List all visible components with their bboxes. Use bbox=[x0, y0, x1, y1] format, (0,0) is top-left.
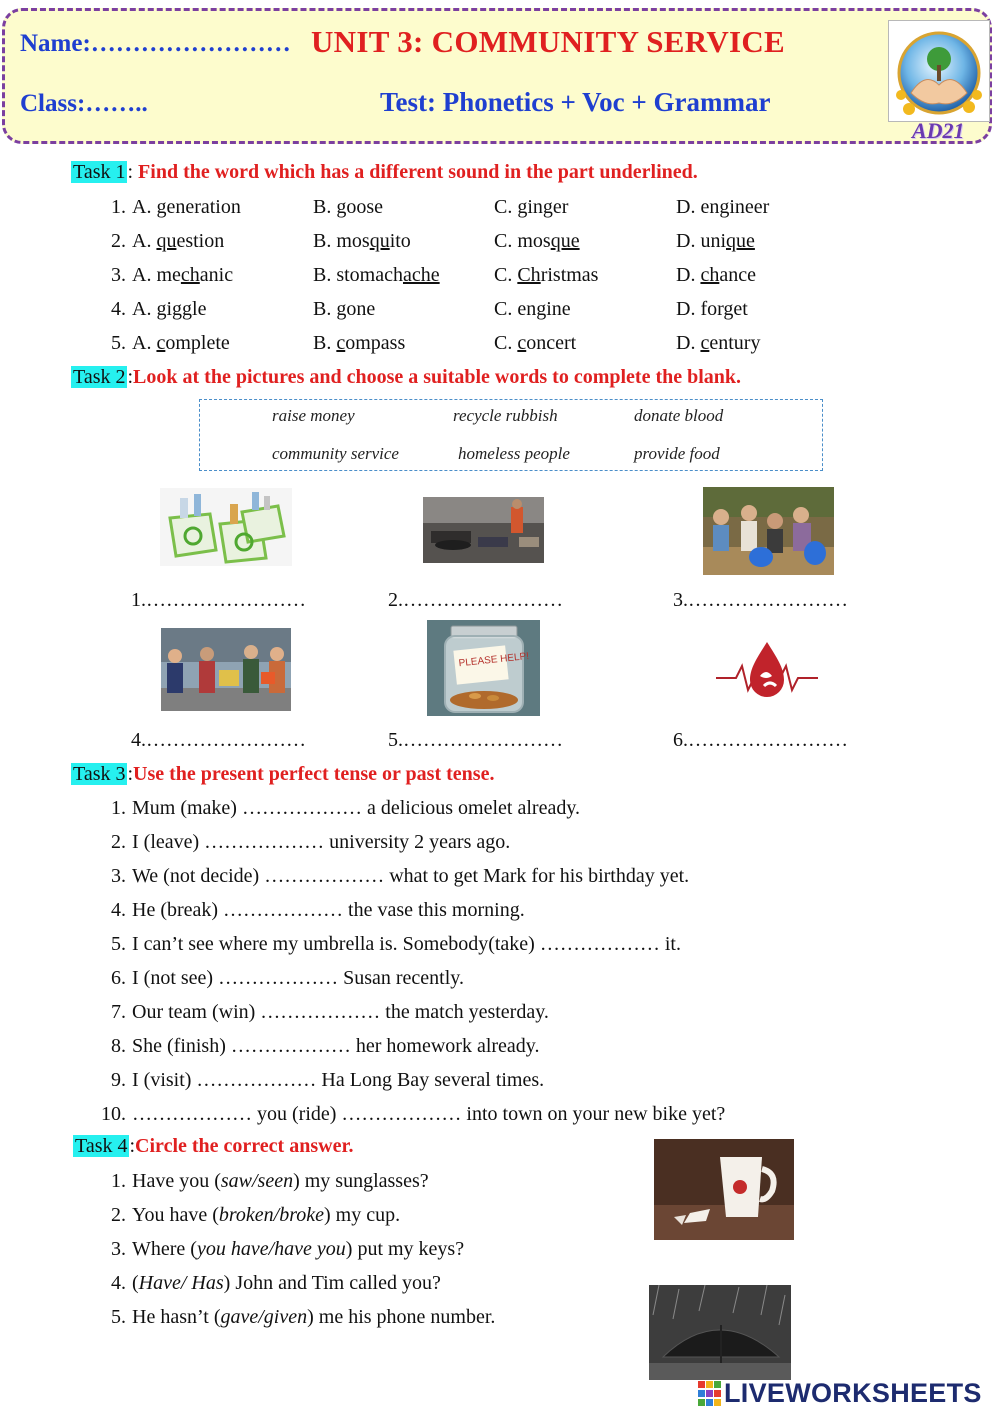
task3-label: Task 3 bbox=[73, 763, 126, 785]
sentence-text: ) put my keys? bbox=[345, 1238, 465, 1260]
answer-option[interactable] bbox=[494, 332, 576, 355]
answer-option[interactable] bbox=[676, 264, 756, 287]
option-text: C. mos bbox=[494, 230, 551, 252]
sentence-text: Where ( bbox=[132, 1238, 197, 1260]
question-number bbox=[96, 1001, 126, 1024]
option-underlined-part: que bbox=[550, 230, 580, 252]
word-bank-item: provide food bbox=[634, 444, 720, 463]
option-underlined-part: que bbox=[726, 230, 755, 252]
answer-option[interactable] bbox=[676, 298, 748, 321]
option-underlined-part: qu bbox=[156, 230, 177, 252]
option-underlined-part: ache bbox=[403, 264, 440, 286]
question-number-text: 1. bbox=[111, 196, 126, 218]
answer-option[interactable] bbox=[313, 196, 383, 219]
option-text: B. bbox=[313, 298, 337, 320]
option-text: iggle bbox=[166, 298, 207, 320]
task1-instruction: Find the word which has a different sound in the part underlined. bbox=[138, 161, 698, 183]
task4-instruction: Circle the correct answer. bbox=[135, 1135, 354, 1157]
question-number-text: 1. bbox=[111, 797, 126, 819]
option-text: one bbox=[346, 298, 376, 320]
question-number-text: 4. bbox=[111, 298, 126, 320]
logo-globe-icon bbox=[888, 20, 990, 122]
option-text: inger bbox=[527, 196, 569, 218]
question-number-text: 3. bbox=[111, 264, 126, 286]
answer-option[interactable] bbox=[494, 196, 568, 219]
blood-donation-icon bbox=[714, 636, 820, 708]
option-underlined-part: ch bbox=[180, 264, 200, 286]
jar-sign-text: PLEASE HELP! bbox=[458, 650, 530, 670]
option-text: B. bbox=[313, 332, 337, 354]
sentence-text: You have ( bbox=[132, 1204, 219, 1226]
word-bank-item: homeless people bbox=[458, 444, 570, 463]
task1-label: Task 1 bbox=[73, 161, 126, 183]
option-text: A. bbox=[132, 332, 157, 354]
question-number-text: 3. bbox=[111, 1238, 126, 1260]
question-number bbox=[96, 899, 126, 922]
option-text: oose bbox=[346, 196, 384, 218]
question-number bbox=[96, 332, 126, 355]
option-text: A. bbox=[132, 230, 157, 252]
page-title: UNIT 3: COMMUNITY SERVICE bbox=[311, 24, 786, 59]
logo-mark: AD21 bbox=[912, 118, 965, 143]
question-sentence[interactable]: I (leave) ……………… university 2 years ago. bbox=[132, 831, 511, 853]
question-sentence[interactable]: ……………… you (ride) ……………… into town on your new bike yet? bbox=[132, 1103, 726, 1125]
option-underlined-part: ch bbox=[700, 264, 720, 286]
picture-answer-blank[interactable]: 1.…………………… bbox=[131, 589, 306, 611]
volunteers-cleaning-image bbox=[703, 487, 834, 575]
name-label: Name:…………………… bbox=[20, 30, 291, 57]
question-number-text: 8. bbox=[111, 1035, 126, 1057]
option-text: ine bbox=[546, 298, 571, 320]
option-underlined-part: Ch bbox=[517, 264, 541, 286]
task2-label: Task 2 bbox=[73, 366, 126, 388]
option-underlined-part: g bbox=[723, 298, 734, 320]
answer-choices[interactable]: broken/broke bbox=[218, 1204, 325, 1226]
question-sentence[interactable]: I can’t see where my umbrella is. Somebody(take) ……………… it. bbox=[132, 933, 681, 955]
option-text: D. for bbox=[676, 298, 724, 320]
question-number-text: 2. bbox=[111, 1204, 126, 1226]
option-text: B. stomach bbox=[313, 264, 403, 286]
question-number bbox=[96, 967, 126, 990]
providing-food-image bbox=[161, 628, 291, 711]
answer-option[interactable] bbox=[313, 264, 440, 287]
option-underlined-part: c bbox=[336, 332, 346, 354]
answer-option[interactable] bbox=[676, 230, 755, 253]
answer-option[interactable] bbox=[313, 332, 405, 355]
answer-option[interactable] bbox=[313, 230, 411, 253]
question-number-text: 1. bbox=[111, 1170, 126, 1192]
task1-heading: Task 1 : Find the word which has a different sound in the part underlined. bbox=[73, 161, 698, 183]
task2-instruction: Look at the pictures and choose a suitable words to complete the blank. bbox=[133, 366, 742, 388]
page-subtitle: Test: Phonetics + Voc + Grammar bbox=[380, 87, 771, 117]
question-number bbox=[96, 1204, 126, 1227]
question-number bbox=[96, 1306, 126, 1329]
option-text: omplete bbox=[165, 332, 230, 354]
option-underlined-part: qu bbox=[369, 230, 390, 252]
question-number-text: 5. bbox=[111, 933, 126, 955]
question-sentence[interactable]: He (break) ……………… the vase this morning. bbox=[132, 899, 525, 921]
option-text: C. bbox=[494, 196, 518, 218]
word-bank-item: community service bbox=[272, 444, 399, 463]
question-number bbox=[96, 1069, 126, 1092]
option-text: entury bbox=[709, 332, 761, 354]
sentence-text: He hasn’t ( bbox=[132, 1306, 221, 1328]
option-text: oncert bbox=[526, 332, 577, 354]
question-number-text: 5. bbox=[111, 332, 126, 354]
option-text: C. bbox=[494, 264, 518, 286]
question-sentence[interactable] bbox=[132, 1170, 429, 1193]
question-number-text: 10. bbox=[101, 1103, 126, 1125]
question-sentence[interactable] bbox=[132, 1204, 400, 1227]
option-text: A. bbox=[132, 196, 157, 218]
option-text: B. mos bbox=[313, 230, 370, 252]
question-number bbox=[96, 865, 126, 888]
word-bank-item: raise money bbox=[272, 406, 355, 425]
answer-option[interactable] bbox=[494, 298, 571, 321]
sentence-text: ( bbox=[132, 1272, 139, 1294]
sentence-text: ) John and Tim called you? bbox=[223, 1272, 441, 1294]
question-sentence[interactable]: I (not see) ……………… Susan recently. bbox=[132, 967, 464, 989]
question-number bbox=[96, 1035, 126, 1058]
picture-answer-blank[interactable]: 6.…………………… bbox=[673, 729, 848, 751]
donation-jar-image bbox=[427, 620, 540, 716]
sentence-text: ) my cup. bbox=[324, 1204, 401, 1226]
question-sentence[interactable]: She (finish) ……………… her homework already. bbox=[132, 1035, 540, 1057]
question-number-text: 6. bbox=[111, 967, 126, 989]
option-text: ristmas bbox=[540, 264, 599, 286]
question-sentence[interactable] bbox=[132, 1238, 464, 1261]
option-underlined-part: g bbox=[156, 298, 167, 320]
question-number-text: 5. bbox=[111, 1306, 126, 1328]
answer-option[interactable] bbox=[132, 332, 230, 355]
option-underlined-part: g bbox=[336, 298, 347, 320]
option-text: A. bbox=[132, 298, 157, 320]
option-text: C. bbox=[494, 332, 518, 354]
question-number bbox=[96, 797, 126, 820]
sentence-text: ) me his phone number. bbox=[307, 1306, 496, 1328]
question-number-text: 7. bbox=[111, 1001, 126, 1023]
option-underlined-part: c bbox=[700, 332, 710, 354]
answer-option[interactable] bbox=[132, 230, 224, 253]
question-number bbox=[96, 1103, 126, 1126]
task3-instruction: Use the present perfect tense or past tense. bbox=[133, 763, 495, 785]
answer-option[interactable] bbox=[494, 230, 580, 253]
question-number bbox=[96, 831, 126, 854]
question-number bbox=[96, 1272, 126, 1295]
option-underlined-part: g bbox=[536, 298, 547, 320]
option-underlined-part: g bbox=[156, 196, 167, 218]
answer-option[interactable] bbox=[132, 298, 206, 321]
lws-logo-icon bbox=[698, 1381, 722, 1407]
answer-option[interactable] bbox=[313, 298, 375, 321]
question-number bbox=[96, 196, 126, 219]
question-sentence[interactable]: I (visit) ……………… Ha Long Bay several times. bbox=[132, 1069, 545, 1091]
question-number-text: 4. bbox=[111, 1272, 126, 1294]
picture-answer-blank[interactable]: 3.…………………… bbox=[673, 589, 848, 611]
answer-option[interactable] bbox=[132, 264, 233, 287]
option-underlined-part: g bbox=[336, 196, 347, 218]
answer-choices[interactable]: you have/have you bbox=[196, 1238, 346, 1260]
answer-choices[interactable]: Have/ Has bbox=[138, 1272, 224, 1294]
picture-answer-blank[interactable]: 4.…………………… bbox=[131, 729, 306, 751]
option-text: C. en bbox=[494, 298, 537, 320]
question-number bbox=[96, 933, 126, 956]
task2-heading: Task 2 :Look at the pictures and choose a suitable words to complete the blank. bbox=[73, 366, 742, 388]
question-number bbox=[96, 298, 126, 321]
sentence-text: ) my sunglasses? bbox=[293, 1170, 429, 1192]
homeless-people-image bbox=[423, 497, 544, 563]
option-underlined-part: g bbox=[517, 196, 528, 218]
option-text: ito bbox=[389, 230, 411, 252]
task4-label: Task 4 bbox=[75, 1135, 128, 1157]
sentence-text: Have you ( bbox=[132, 1170, 221, 1192]
question-number-text: 3. bbox=[111, 865, 126, 887]
question-number bbox=[96, 264, 126, 287]
picture-answer-blank[interactable]: 2.…………………… bbox=[388, 589, 563, 611]
picture-answer-blank[interactable]: 5.…………………… bbox=[388, 729, 563, 751]
answer-option[interactable] bbox=[132, 196, 241, 219]
answer-choices[interactable]: saw/seen bbox=[220, 1170, 294, 1192]
option-text: et bbox=[733, 298, 748, 320]
task3-heading: Task 3 :Use the present perfect tense or past tense. bbox=[73, 763, 495, 785]
answer-option[interactable] bbox=[676, 196, 769, 219]
task4-heading: Task 4 :Circle the correct answer. bbox=[75, 1135, 354, 1157]
answer-choices[interactable]: gave/given bbox=[220, 1306, 308, 1328]
word-bank-item: donate blood bbox=[634, 406, 724, 425]
question-sentence[interactable] bbox=[132, 1272, 441, 1295]
option-text: D. en bbox=[676, 196, 720, 218]
question-number bbox=[96, 1238, 126, 1261]
option-text: A. me bbox=[132, 264, 181, 286]
class-label: Class:…….. bbox=[20, 90, 148, 117]
question-number-text: 9. bbox=[111, 1069, 126, 1091]
umbrella-rain-image bbox=[649, 1285, 791, 1380]
option-underlined-part: c bbox=[156, 332, 166, 354]
question-sentence[interactable]: Mum (make) ……………… a delicious omelet already. bbox=[132, 797, 581, 819]
option-underlined-part: c bbox=[517, 332, 527, 354]
option-text: D. bbox=[676, 264, 701, 286]
option-text: anic bbox=[199, 264, 234, 286]
question-sentence[interactable]: We (not decide) ……………… what to get Mark for his birthday yet. bbox=[132, 865, 690, 887]
answer-option[interactable] bbox=[494, 264, 598, 287]
option-underlined-part: g bbox=[719, 196, 730, 218]
question-number-text: 2. bbox=[111, 230, 126, 252]
option-text: estion bbox=[176, 230, 225, 252]
question-number-text: 4. bbox=[111, 899, 126, 921]
option-text: B. bbox=[313, 196, 337, 218]
option-text: eneration bbox=[166, 196, 241, 218]
question-number-text: 2. bbox=[111, 831, 126, 853]
liveworksheets-brand[interactable]: LIVEWORKSHEETS bbox=[724, 1378, 982, 1408]
question-sentence[interactable]: Our team (win) ……………… the match yesterday. bbox=[132, 1001, 549, 1023]
option-text: D. uni bbox=[676, 230, 726, 252]
option-text: ance bbox=[719, 264, 756, 286]
word-bank-item: recycle rubbish bbox=[453, 406, 558, 425]
question-number bbox=[96, 230, 126, 253]
option-text: ineer bbox=[729, 196, 770, 218]
question-sentence[interactable] bbox=[132, 1306, 495, 1329]
option-text: ompass bbox=[345, 332, 406, 354]
option-text: D. bbox=[676, 332, 701, 354]
broken-cup-image bbox=[654, 1139, 794, 1240]
recycling-bins-image bbox=[160, 488, 292, 566]
answer-option[interactable] bbox=[676, 332, 760, 355]
question-number bbox=[96, 1170, 126, 1193]
